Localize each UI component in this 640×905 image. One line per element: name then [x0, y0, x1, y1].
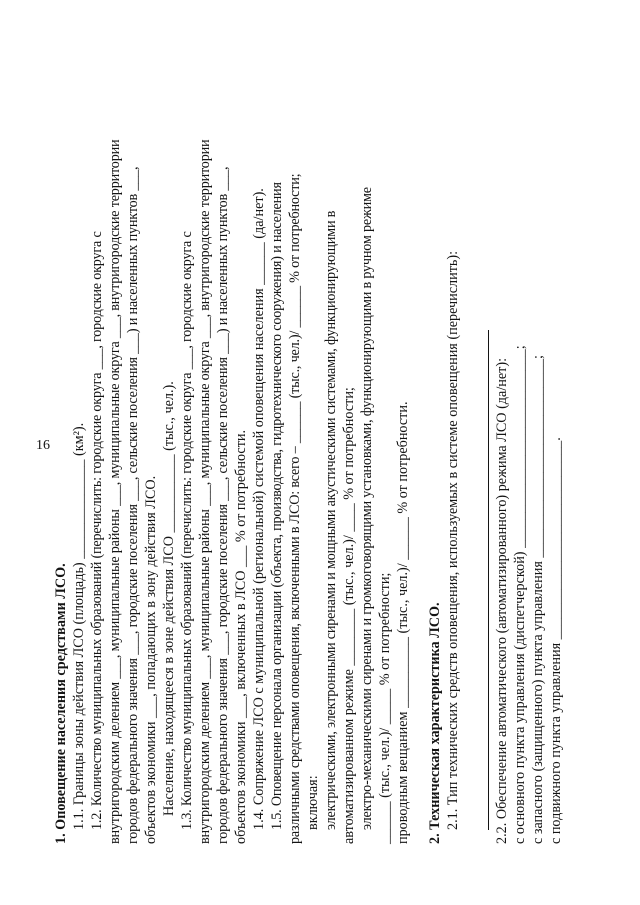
text-line: 1.3. Количество муниципальных образований (перечислить: городские округа ___, городские округа с	[179, 231, 195, 830]
page-number: 16	[36, 438, 50, 453]
text-line: с подвижного пункта управления ____________________________.	[548, 437, 564, 844]
blank-answer-line	[488, 330, 489, 830]
text-line: ______ (тыс., чел.)/ _____ % от потребности;	[377, 572, 393, 844]
text-line: включая:	[305, 775, 321, 830]
text-line: с основного пункта управления (диспетчерской) ____________________________;	[512, 345, 528, 844]
text-line: с запасного (защищенного) пункта управления ____________________________;	[530, 354, 546, 844]
text-line: объектов экономики ___, попадающих в зону действия ЛСО.	[143, 475, 159, 844]
text-line: Население, находящееся в зоне действия ЛСО ___________ (тыс., чел.).	[161, 381, 177, 816]
text-line: 1.5. Оповещение персонала организации (объекта, производства, гидротехнического сооружения) и населения	[269, 182, 285, 830]
text-line: внутригородским делением ___, муниципальные районы ___, муниципальные округа ___, внутригородские территории	[197, 139, 213, 844]
text-line: 2.2. Обеспечение автоматического (автоматизированного) режима ЛСО (да/нет):	[494, 357, 510, 844]
text-line: внутригородским делением ___, муниципальные районы ___, муниципальные округа ___, внутригородские территории	[107, 139, 123, 844]
section1-heading: 1. Оповещение населения средствами ЛСО.	[53, 563, 69, 844]
text-line: различными средствами оповещения, включенными в ЛСО: всего – ______ (тыс., чел.)/ ______ % от потребности;	[287, 173, 303, 844]
text-line: городов федерального значения ___, городские поселения ___, сельские поселения ___) и населенных пунктов ___,	[215, 166, 231, 844]
text-line: 1.1. Границы зоны действия ЛСО (площадь) ______________ (км²).	[71, 422, 87, 830]
text-line: 1.4. Сопряжение ЛСО с муниципальной (региональной) системой оповещения населения ______ (да/нет).	[251, 188, 267, 830]
rotated-text-block	[52, 44, 565, 844]
spacer	[412, 44, 426, 844]
text-line: городов федерального значения ___, городские поселения ___, сельские поселения ___) и населенных пунктов ___,	[125, 166, 141, 844]
text-line: электро-механическими сиренами и громкоговорящими установками, функционирующими в ручном режиме	[359, 187, 375, 830]
text-line: автоматизированном режиме ________ (тыс., чел.)/ ____ % от потребности;	[341, 387, 357, 844]
text-line: 2.1. Тип технических средств оповещения, используемых в системе оповещения (перечислить):	[445, 250, 461, 830]
section2-heading: 2. Техническая характеристика ЛСО.	[427, 602, 443, 844]
text-line: электрическими, электронными сиренами и мощными акустическими системами, функционирующими в	[323, 210, 339, 830]
text-line: объектов экономики ___, включенных в ЛСО ___ % от потребности.	[233, 429, 249, 844]
text-line: 1.2. Количество муниципальных образований (перечислить: городские округа ___, городские округа с	[89, 231, 105, 830]
text-line: проводным вещанием __________ (тыс., чел.)/ ______ % от потребности.	[395, 401, 411, 844]
